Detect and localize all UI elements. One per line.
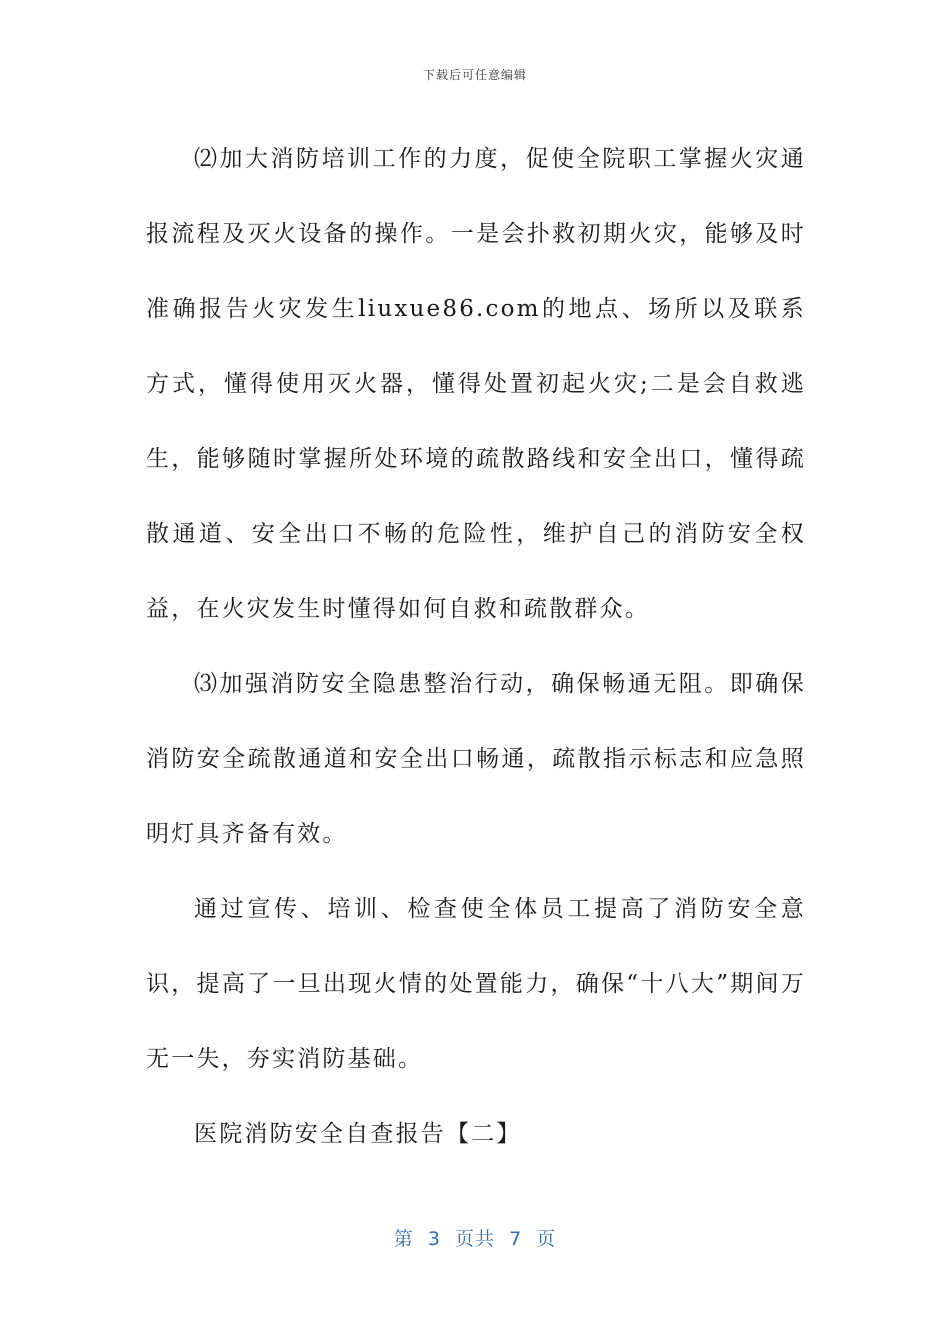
section-heading: 医院消防安全自查报告【二】 — [194, 1121, 522, 1147]
paragraph-summary: 通过宣传、培训、检查使全体员工提高了消防安全意识，提高了一旦出现火情的处置能力，确保“十八大”期间万无一失，夯实消防基础。 — [146, 896, 806, 1072]
page-number-footer: 第 3 页共 7 页 — [393, 1228, 557, 1250]
paragraph-fire-training: ⑵加大消防培训工作的力度，促使全院职工掌握火灾通报流程及灭火设备的操作。一是会扑救初期火灾，能够及时准确报告火灾发生liuxue86.com的地点、场所以及联系方式，懂得使用灭火器，懂得处置初起火灾;二是会自救逃生，能够随时掌握所处环境的疏散路线和安全出口，懂得疏散通道、安全出口不畅的危险性，维护自己的消防安全权益，在火灾发生时懂得如何自救和疏散群众。 — [146, 146, 806, 622]
document-body — [146, 122, 806, 1172]
header-note: 下载后可任意编辑 — [422, 68, 527, 82]
paragraph-hazard-rectification: ⑶加强消防安全隐患整治行动，确保畅通无阻。即确保消防安全疏散通道和安全出口畅通，疏散指示标志和应急照明灯具齐备有效。 — [146, 671, 806, 847]
